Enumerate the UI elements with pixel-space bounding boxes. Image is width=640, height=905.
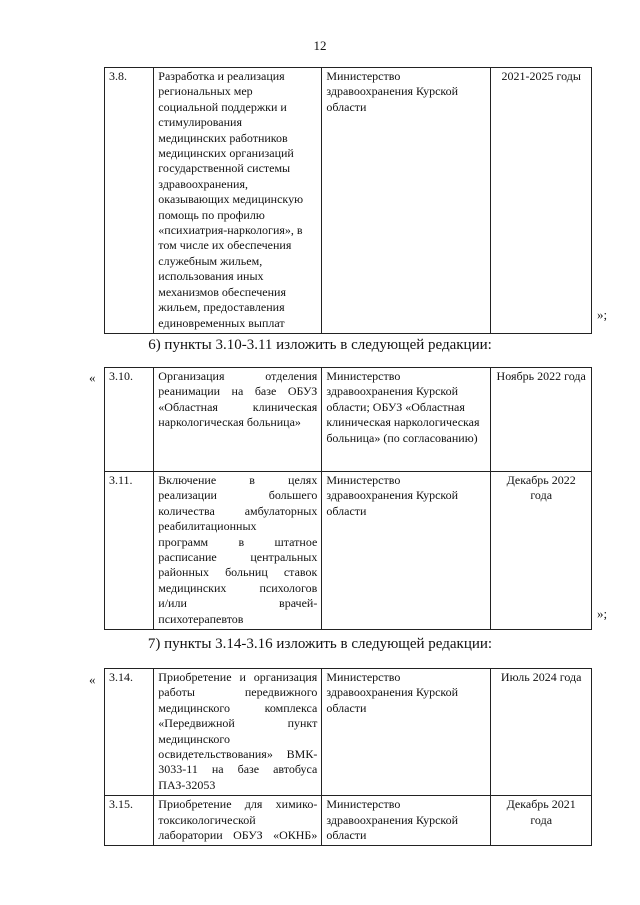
row-number: 3.10. <box>105 368 154 472</box>
table-row <box>105 68 592 334</box>
row-number: 3.11. <box>105 472 154 630</box>
task-line: количества амбулаторных <box>158 503 318 518</box>
task-line: оказывающих медицинскую <box>158 192 304 207</box>
task-line: Организация отделения <box>158 369 318 383</box>
task-line: государственной системы <box>158 161 291 176</box>
task-line: «Областная клиническая <box>158 399 318 414</box>
table-row <box>105 472 592 630</box>
opening-quote: « <box>89 672 96 687</box>
task-line: «психиатрия-наркология», в <box>158 223 303 238</box>
closing-quote: »; <box>597 307 608 322</box>
table-1 <box>104 67 592 334</box>
task-line: служебным жильем, <box>158 253 263 268</box>
task-line: психотерапевтов <box>158 611 244 626</box>
section-heading-7: 7) пункты 3.14-3.16 изложить в следующей редакции: <box>147 636 493 652</box>
task-line: механизмов обеспечения <box>158 284 286 299</box>
organization-cell: Министерство здравоохранения Курской области <box>322 669 491 796</box>
task-line: единовременных выплат <box>158 315 285 330</box>
deadline-cell: Ноябрь 2022 года <box>491 368 592 472</box>
task-line: использования иных <box>158 269 264 284</box>
table-row <box>105 368 592 472</box>
task-line: программ в штатное <box>158 534 318 549</box>
task-line: реабилитационных <box>158 519 257 534</box>
task-line: реанимации на базе ОБУЗ <box>158 384 318 399</box>
task-line: «Передвижной пункт <box>158 716 318 731</box>
task-line: Приобретение и организация <box>158 670 318 684</box>
task-line: медицинских организаций <box>158 146 294 161</box>
table-2 <box>104 367 592 630</box>
row-number: 3.14. <box>105 669 154 796</box>
section-heading-6: 6) пункты 3.10-3.11 изложить в следующей редакции: <box>148 337 492 353</box>
task-cell <box>154 669 322 796</box>
task-line: региональных мер <box>158 84 253 99</box>
task-line: районных больниц ставок <box>158 565 318 580</box>
task-line: расписание центральных <box>158 550 318 565</box>
task-line: медицинских психологов <box>158 580 318 595</box>
task-line: здравоохранения, <box>158 176 248 191</box>
table-row <box>105 796 592 846</box>
task-line: том числе их обеспечения <box>158 238 292 253</box>
task-line: токсикологической <box>158 812 256 827</box>
organization-cell: Министерство здравоохранения Курской области <box>322 68 491 334</box>
task-line: реализации большего <box>158 488 318 503</box>
task-line: жильем, предоставления <box>158 300 285 315</box>
row-number: 3.15. <box>105 796 154 846</box>
deadline-cell: 2021-2025 годы <box>491 68 592 334</box>
task-line: 3033-11 на базе автобуса <box>158 762 318 777</box>
task-line: помощь по профилю <box>158 207 265 222</box>
task-line: медицинского комплекса <box>158 700 318 715</box>
task-line: и/или врачей- <box>158 596 318 611</box>
task-cell <box>154 472 322 630</box>
organization-cell: Министерство здравоохранения Курской области <box>322 796 491 846</box>
task-line: Разработка и реализация <box>158 69 285 83</box>
page-number: 12 <box>313 38 327 53</box>
closing-quote: »; <box>597 606 608 621</box>
table-row <box>105 669 592 796</box>
row-number: 3.8. <box>105 68 154 334</box>
organization-cell: Министерство здравоохранения Курской области; ОБУЗ «Областная клиническая наркологическая больница» (по согласованию) <box>322 368 491 472</box>
task-cell <box>154 68 322 334</box>
table-3 <box>104 668 592 846</box>
opening-quote: « <box>89 370 96 385</box>
task-line: работы передвижного <box>158 685 318 700</box>
task-line: наркологическая больница» <box>158 415 301 430</box>
task-line: ПАЗ-32053 <box>158 777 216 792</box>
task-line: социальной поддержки и <box>158 99 287 114</box>
task-line: Включение в целях <box>158 473 318 487</box>
task-cell <box>154 368 322 472</box>
deadline-cell: Июль 2024 года <box>491 669 592 796</box>
task-line: стимулирования <box>158 115 242 130</box>
task-line: медицинского <box>158 731 231 746</box>
deadline-cell: Декабрь 2022 года <box>491 472 592 630</box>
organization-cell: Министерство здравоохранения Курской области <box>322 472 491 630</box>
task-cell <box>154 796 322 846</box>
task-line: лаборатории ОБУЗ «ОКНБ» <box>158 828 318 843</box>
task-line: Приобретение для химико- <box>158 797 318 812</box>
task-line: освидетельствования» ВМК- <box>158 747 318 762</box>
task-line: медицинских работников <box>158 130 288 145</box>
deadline-cell: Декабрь 2021 года <box>491 796 592 846</box>
